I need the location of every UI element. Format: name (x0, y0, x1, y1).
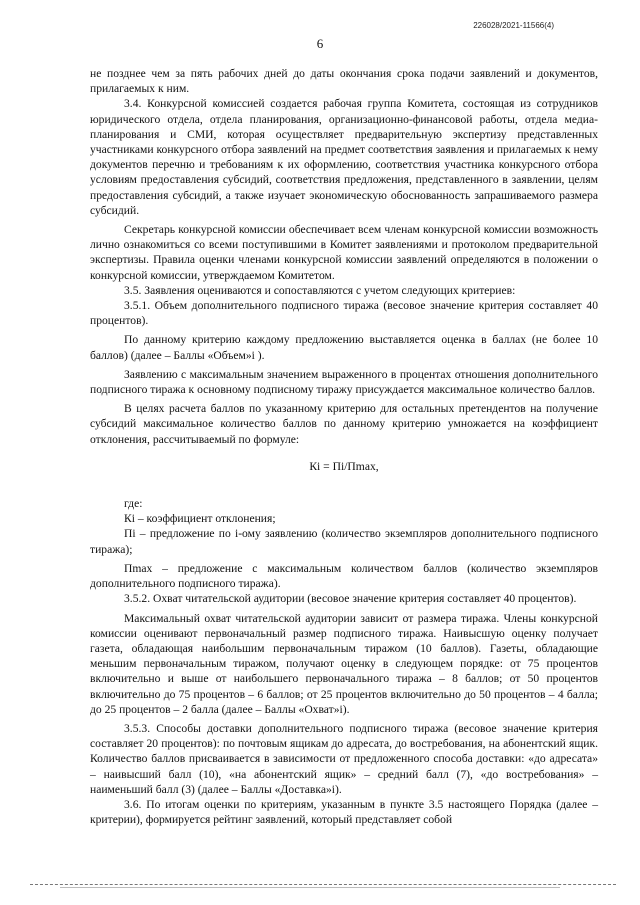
scan-edge-line-secondary (60, 887, 560, 888)
paragraph-continuation: не позднее чем за пять рабочих дней до даты окончания срока подачи заявлений и документов, прилагаемых к ним. (90, 67, 598, 96)
paragraph-max-score: Заявлению с максимальным значением выраженного в процентах отношения дополнительного подписного тиража к основному подписному тиражу присуждается максимальное количество баллов. (90, 367, 598, 397)
scan-edge-line (30, 884, 616, 885)
paragraph-where: где: (124, 497, 143, 511)
paragraph-secretary: Секретарь конкурсной комиссии обеспечивает всем членам конкурсной комиссии возможность лично ознакомиться со всеми поступившими в Комитет заявлениями и протоколом предварительной экспертизы. Правила оценки членами конкурсной комиссии заявлений определяются в положении о конкурсной комиссии, утверждаемом Комитетом. (90, 223, 598, 282)
paragraph-3-5: 3.5. Заявления оцениваются и сопоставляются с учетом следующих критериев: (124, 283, 516, 297)
paragraph-calculation: В целях расчета баллов по указанному критерию для остальных претендентов на получение субсидий максимальное количество баллов по данному критерию умножается на коэффициент отклонения, рассчитываемый по формуле: (90, 402, 598, 446)
paragraph-3-5-3: 3.5.3. Способы доставки дополнительного подписного тиража (весовое значение критерия составляет 20 процентов): по почтовым ящикам до адресата, до востребования, на абонентский ящик. Количество баллов присваивается в зависимости от предложенного способа доставки: «до адресата» – наивысший балл (10), «на абонентский ящик» – средний балл (7), «до востребования» – наименьший балл (3) (далее – Баллы «Доставка»i). (90, 721, 598, 796)
formula: Кi = Пi/Пmax, (309, 459, 379, 473)
paragraph-criterion-score: По данному критерию каждому предложению выставляется оценка в баллах (не более 10 баллов) (далее – Баллы «Объем»i ). (90, 333, 598, 362)
paragraph-audience: Максимальный охват читательской аудитории зависит от размера тиража. Члены конкурсной комиссии оценивают первоначальный размер подписного тиража. Наивысшую оценку получает газета, обладающая наибольшим первоначальным тиражом (10 баллов). Газеты, обладающие меньшим первоначальным тиражом, получают оценку в следующем порядке: от 75 процентов включительно и выше от наибольшего первоначального тиража – 8 баллов; от 50 процентов включительно до 75 процентов – 6 баллов; от 25 процентов включительно до 50 процентов – 4 балла; до 25 процентов – 2 балла (далее – Баллы «Охват»i). (90, 611, 598, 716)
definition-ki: Кi – коэффициент отклонения; (124, 512, 276, 526)
page-number: 6 (316, 36, 324, 51)
document-body (90, 66, 598, 827)
definition-pi: Пi – предложение по i-ому заявлению (количество экземпляров дополнительного подписного тиража); (90, 527, 598, 556)
paragraph-3-5-1: 3.5.1. Объем дополнительного подписного тиража (весовое значение критерия составляет 40 процентов). (90, 299, 598, 328)
paragraph-3-6: 3.6. По итогам оценки по критериям, указанным в пункте 3.5 настоящего Порядка (далее – критерии), формируется рейтинг заявлений, который представляет собой (90, 797, 598, 827)
paragraph-3-4: 3.4. Конкурсной комиссией создается рабочая группа Комитета, состоящая из сотрудников юридического отдела, отдела планирования, организационно-финансовой работы, отдела медиа-планирования и СМИ, которая осуществляет предварительную экспертизу представленных участниками конкурсного отбора заявлений на предмет соответствия заявления и прилагаемых к нему документов перечню и требованиям к их оформлению, соответствия участника конкурсного отбора условиям предоставления субсидий, соответствия предложения, представленного в заявлении, целям предоставления субсидий, а также изучает экономическую обоснованность запрашиваемого размера субсидий. (90, 97, 598, 217)
document-number: 226028/2021-11566(4) (473, 21, 554, 30)
paragraph-3-5-2: 3.5.2. Охват читательской аудитории (весовое значение критерия составляет 40 процентов). (124, 592, 577, 606)
definition-pmax: Пmax – предложение с максимальным количеством баллов (количество экземпляров дополнительного подписного тиража). (90, 561, 598, 591)
